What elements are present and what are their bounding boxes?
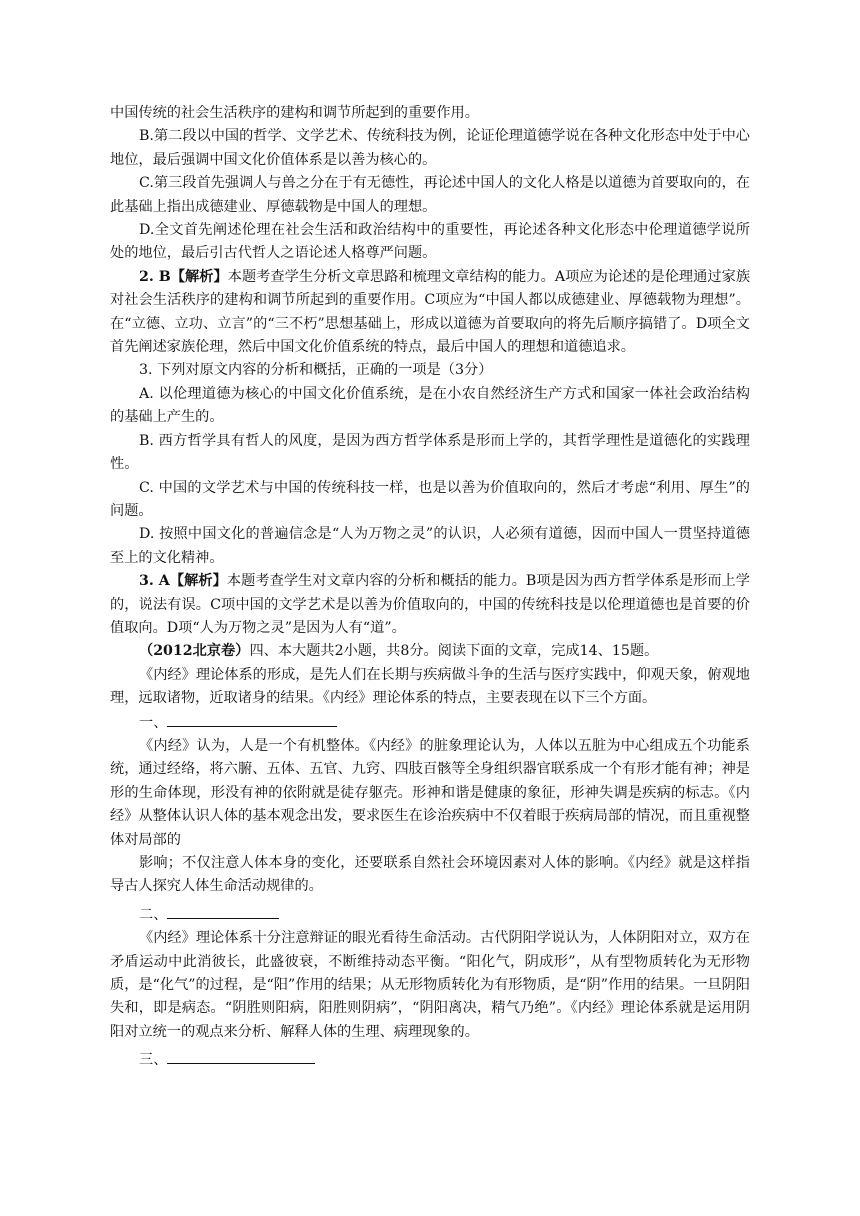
paragraph-text: 《内经》理论体系十分注意辩证的眼光看待生命活动。古代阴阳学说认为，人体阴阳对立，双方在矛盾运动中此消彼长，此盛彼衰，不断维持动态平衡。“阳化气，阴成形”，从有型物质转化为无形物质，是“化气”的过程，是“阳”作用的结果；从无形物质转化为有形物质，是“阴”作用的结果。一旦阴阳失和，即是病态。“阴胜则阳病，阳胜则阴病”，“阴阳离决，精气乃绝”。《内经》理论体系就是运用阴阳对立统一的观点来分析、解释人体的生理、病理现象的。 bbox=[110, 930, 750, 1040]
paragraph-p19 bbox=[110, 1048, 750, 1072]
paragraph-text: D. 按照中国文化的普遍信念是“人为万物之灵”的认识，人必须有道德，因而中国人一贯坚持道德至上的文化精神。 bbox=[110, 526, 750, 566]
paragraph-text: B. 西方哲学具有哲人的风度，是因为西方哲学体系是形而上学的，其哲学理性是道德化的实践理性。 bbox=[110, 432, 750, 473]
paragraph-p3 bbox=[110, 172, 750, 219]
paragraph-p17 bbox=[110, 903, 750, 927]
paragraph-text: 四、本大题共2小题，共8分。阅读下面的文章，完成14、15题。 bbox=[249, 643, 659, 660]
paragraph-p4 bbox=[110, 219, 750, 266]
answer-blank[interactable] bbox=[167, 711, 337, 727]
paragraph-text: 3. 下列对原文内容的分析和概括，正确的一项是（3分） bbox=[139, 362, 493, 379]
paragraph-p11 bbox=[110, 570, 750, 640]
paragraph-text: 《内经》理论体系的形成，是先人们在长期与疾病做斗争的生活与医疗实践中，仰观天象，俯观地理，远取诸物，近取诸身的结果。《内经》理论体系的特点，主要表现在以下三个方面。 bbox=[110, 666, 750, 707]
paragraph-p2 bbox=[110, 125, 750, 172]
paragraph-text: 《内经》认为，人是一个有机整体。《内经》的脏象理论认为，人体以五脏为中心组成五个功能系统，通过经络，将六腑、五体、五官、九窍、四肢百骸等全身组织器官联系成一个有形才能有神；神是形的生命体现，形没有神的依附就是徒存躯壳。形神和谐是健康的象征，形神失调是疾病的标志。《内经》从整体认识人体的基本观念出发，要求医生在诊治疾病中不仅着眼于疾病局部的情况，而且重视整体对局部的 bbox=[110, 737, 750, 848]
paragraph-p6 bbox=[110, 359, 750, 382]
paragraph-text: D.全文首先阐述伦理在社会生活和政治结构中的重要性，再论述各种文化形态中伦理道德学说所处的地位，最后引古代哲人之语论述人格尊严问题。 bbox=[110, 222, 750, 262]
paragraph-text: C. 中国的文学艺术与中国的传统科技一样，也是以善为价值取向的，然后才考虑“利用、厚生”的问题。 bbox=[110, 479, 750, 519]
paragraph-text: 影响；不仅注意人体本身的变化，还要联系自然社会环境因素对人体的影响。《内经》就是这样指导古人探究人体生命活动规律的。 bbox=[110, 855, 750, 895]
paragraph-lead: （2012北京卷） bbox=[139, 643, 250, 660]
paragraph-text: A. 以伦理道德为核心的中国文化价值系统，是在小农自然经济生产方式和国家一体社会政治结构的基础上产生的。 bbox=[110, 385, 750, 426]
paragraph-text: 一、 bbox=[139, 714, 168, 731]
paragraph-text: 本题考查学生对文章内容的分析和概括的能力。B项是因为西方哲学体系是形而上学的，说法有误。C项中国的文学艺术是以善为价值取向的，中国的传统科技是以伦理道德也是首要的价值取向。D项“人为万物之灵”是因为人有“道”。 bbox=[110, 573, 750, 636]
paragraph-lead: 3. A【解析】 bbox=[139, 573, 227, 590]
answer-blank[interactable] bbox=[167, 1048, 315, 1064]
paragraph-p9 bbox=[110, 477, 750, 524]
document-body bbox=[110, 102, 750, 1073]
paragraph-p13 bbox=[110, 664, 750, 711]
answer-blank[interactable] bbox=[167, 903, 279, 919]
paragraph-p5 bbox=[110, 266, 750, 360]
paragraph-text: 中国传统的社会生活秩序的建构和调节所起到的重要作用。 bbox=[110, 105, 479, 121]
paragraph-p16 bbox=[110, 852, 750, 899]
paragraph-p12 bbox=[110, 640, 750, 663]
paragraph-p8 bbox=[110, 430, 750, 477]
paragraph-text: 二、 bbox=[139, 906, 168, 923]
paragraph-text: C.第三段首先强调人与兽之分在于有无德性，再论述中国人的文化人格是以道德为首要取向的，在此基础上指出成德建业、厚德载物是中国人的理想。 bbox=[110, 175, 750, 215]
paragraph-text: 本题考查学生分析文章思路和梳理文章结构的能力。A项应为论述的是伦理通过家族对社会生活秩序的建构和调节所起到的重要作用。C项应为“中国人都以成德建业、厚德载物为理想”。在“立德、立功、立言”的“三不朽”思想基础上，形成以道德为首要取向的将先后顺序搞错了。D项全文首先阐述家族伦理，然后中国文化价值系统的特点，最后中国人的理想和道德追求。 bbox=[110, 268, 751, 356]
paragraph-p7 bbox=[110, 383, 750, 430]
paragraph-text: 三、 bbox=[139, 1052, 168, 1069]
paragraph-p10 bbox=[110, 523, 750, 570]
paragraph-p14 bbox=[110, 711, 750, 735]
paragraph-p1 bbox=[110, 102, 750, 125]
paragraph-p15 bbox=[110, 735, 750, 852]
paragraph-text: B.第二段以中国的哲学、文学艺术、传统科技为例，论证伦理道德学说在各种文化形态中处于中心地位，最后强调中国文化价值体系是以善为核心的。 bbox=[110, 128, 750, 168]
paragraph-p18 bbox=[110, 927, 750, 1044]
paragraph-lead: 2. B【解析】 bbox=[139, 268, 228, 285]
